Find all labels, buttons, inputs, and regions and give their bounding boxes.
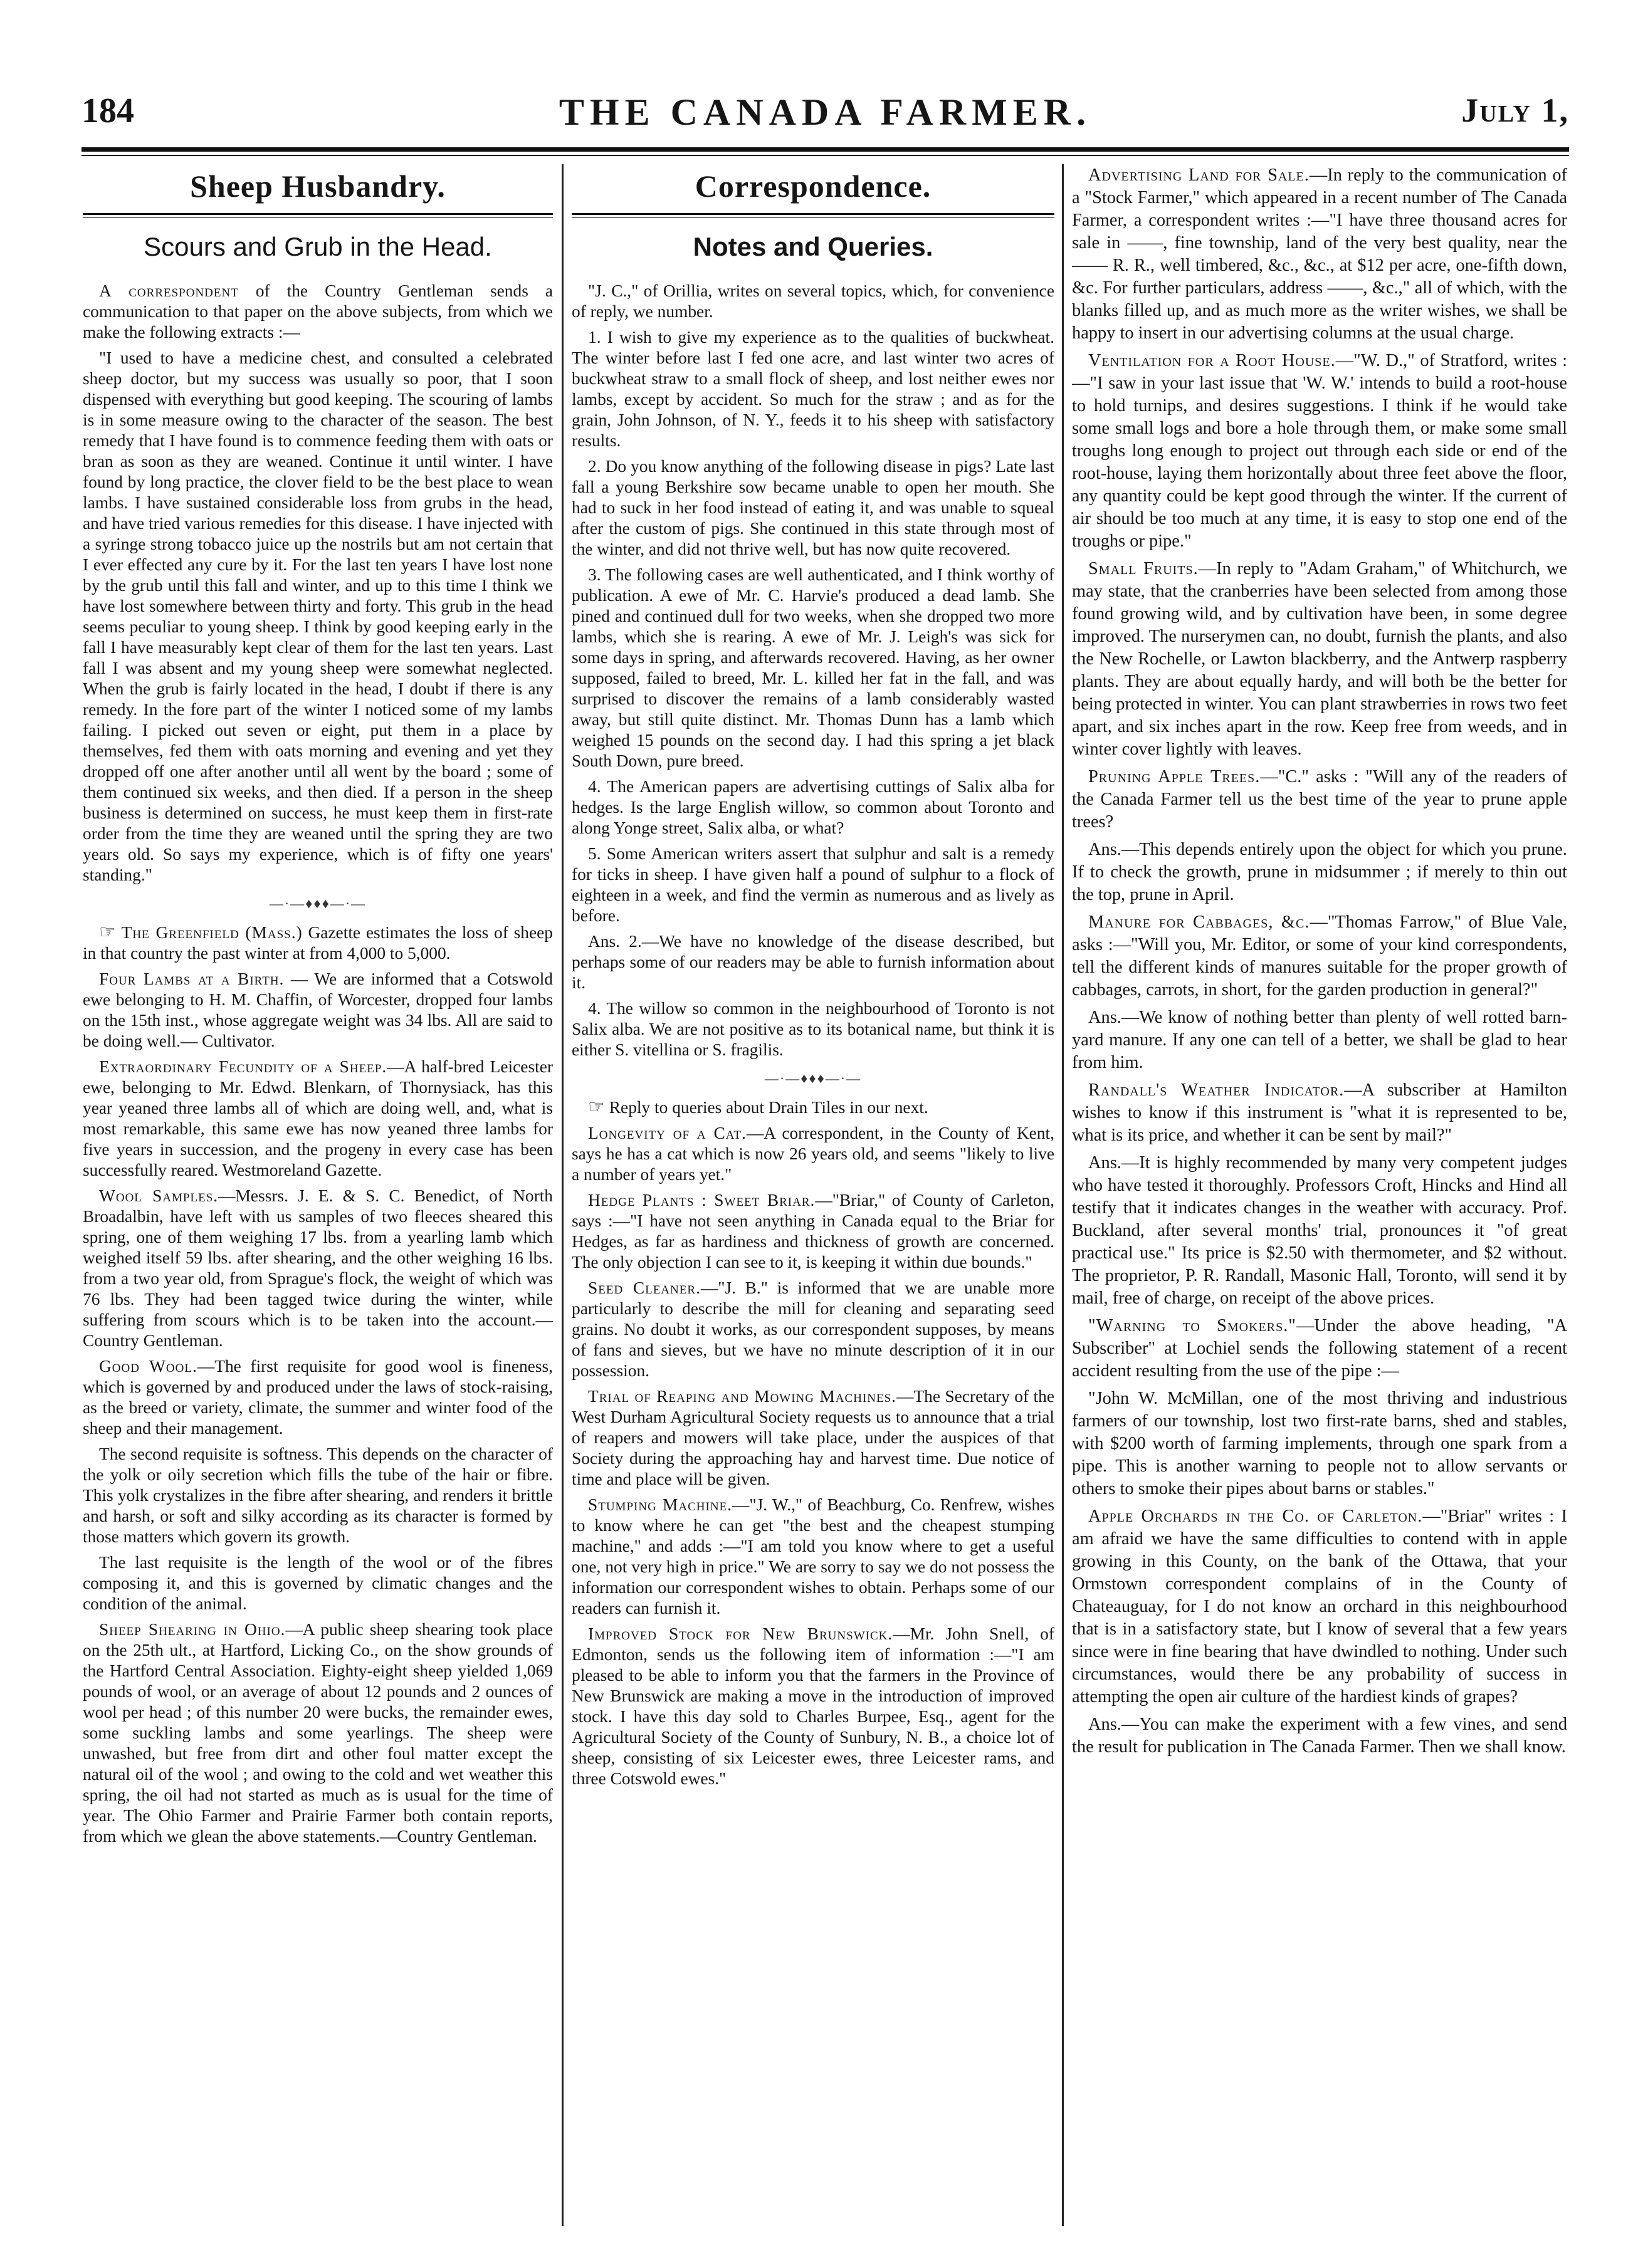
paragraph-text: —In reply to the communication of a "Stock Farmer," which appeared in a recent number of The Canada Farmer, a correspondent writes :—"I have three thousand acres for sale in ——, fine township, land of the very best quality, near the —— R. R., well timbered, &c., &c., at $12 per acre, one-fifth down, &c. For further particulars, address ——, &c.," all of which, with the blanks filled up, and as much more as the writer wishes, we shall be happy to insert in our advertising columns at the usual charge. (1072, 165, 1567, 343)
article-paragraph (1072, 558, 1567, 761)
lead-in: Four Lambs at a Birth. (99, 969, 285, 988)
lead-in: Randall's Weather Indicator. (1088, 1080, 1345, 1100)
lead-in: Ventilation for a Root House. (1088, 351, 1336, 370)
column-2 (572, 164, 1054, 2226)
lead-in: Seed Cleaner. (588, 1278, 701, 1297)
answer-item: Ans.—You can make the experiment with a few vines, and send the result for publication in The Canada Farmer. Then we shall know. (1072, 1715, 1567, 1757)
paragraph-text: —"C." asks : "Will any of the readers of the Canada Farmer tell us the best time of the year to prune apple trees? (1072, 767, 1567, 832)
answer-item: Ans. 2.—We have no knowledge of the disease described, but perhaps some of our readers may be able to furnish information about it. (572, 932, 1054, 992)
lead-in: Trial of Reaping and Mowing Machines. (588, 1387, 896, 1406)
paragraph-text: —The Secretary of the West Durham Agricultural Society requests us to announce that a trial of reapers and mowers will take place, under the auspices of that Society during the approaching hay and harvest time. Due notice of time and place will be given. (572, 1387, 1054, 1488)
lead-in: Sheep Shearing in Ohio. (99, 1620, 286, 1639)
query-item: 4. The American papers are advertising cuttings of Salix alba for hedges. Is the large English willow, so common about Toronto and along Yonge street, Salix alba, or what? (572, 777, 1054, 837)
paragraph-text: —Under the above heading, "A Subscriber" at Lochiel sends the following statement of a recent accident resulting from the use of the pipe :— (1072, 1316, 1567, 1381)
paragraph-text: —"W. D.," of Stratford, writes :—"I saw in your last issue that 'W. W.' intends to build a root-house to hold turnips, and desires suggestions. I think if he would take some small logs and bore a hole through them, or make some small troughs long enough to project out through each side or end of the root-house, laying them horizontally about three feet above the floor, any quantity could be kept good through the winter. If the current of air should be too much at any time, it is easy to stop one end of the troughs or pipe." (1072, 351, 1567, 551)
article-paragraph (1072, 1505, 1567, 1708)
issue-date: July 1, (1461, 91, 1569, 129)
article-paragraph (1072, 1315, 1567, 1382)
lead-in: Advertising Land for Sale. (1088, 165, 1310, 185)
article-paragraph (1072, 766, 1567, 834)
article-paragraph (83, 969, 553, 1052)
article-paragraph (83, 1356, 553, 1439)
pointing-hand-icon: ☞ (588, 1097, 605, 1117)
department-heading: Correspondence. (695, 169, 932, 204)
article-paragraph (83, 922, 553, 964)
lead-in: A correspondent (99, 281, 239, 300)
lead-in: Apple Orchards in the Co. of Carleton. (1088, 1507, 1423, 1526)
newspaper-title: THE CANADA FARMER. (559, 91, 1092, 133)
masthead-rule (81, 147, 1569, 152)
query-item: 5. Some American writers assert that sulphur and salt is a remedy for ticks in sheep. I have given half a pound of sulphur to a flock of eighteen in a week, and find the vermin as numerous and as lively as before. (572, 844, 1054, 925)
paragraph-text: —In reply to "Adam Graham," of Whitchurch, we may state, that the cranberries have been selected from among those found growing wild, and by cultivation have been, in some degree improved. The nurserymen can, no doubt, furnish the plants, and also the New Rochelle, or Lawton blackberry, and the Antwerp raspberry plants. They are about equally hardy, and will both be the better for being protected in winter. You can plant strawberries in rows two feet apart, and six inches apart in the row. Keep free from weeds, and in winter cover lightly with leaves. (1072, 559, 1567, 759)
answer-item: Ans.—It is highly recommended by many very competent judges who have tested it thoroughly. Professors Croft, Hincks and Hind all testify that it indicates changes in the weather with accuracy. Prof. Buckland, after several months' trial, pronounces it "of great practical use." Its price is $2.50 with thermometer, and $2 without. The proprietor, P. R. Randall, Masonic Hall, Toronto, will send it by mail, free of charge, on receipt of the above prices. (1072, 1153, 1567, 1308)
paragraph-text: —The first requisite for good wool is fineness, which is governed by and produced under the laws of stock-raising, as the breed or variety, climate, the summer and winter food of the sheep and their management. (83, 1357, 553, 1438)
paragraph-text: —"J. B." is informed that we are unable more particularly to describe the mill for cleaning and separating seed grains. No doubt it works, as our correspondent supposes, by means of fans and sieves, but we have no minute description of it in our possession. (572, 1278, 1054, 1380)
article-paragraph (1072, 911, 1567, 1001)
lead-in: "Warning to Smokers." (1088, 1316, 1296, 1335)
article-paragraph (83, 281, 553, 343)
paragraph-text: Reply to queries about Drain Tiles in our next. (609, 1098, 928, 1117)
lead-in: Stumping Machine. (588, 1495, 733, 1514)
quoted-letter: "I used to have a medicine chest, and consulted a celebrated sheep doctor, but my success was usually so poor, that I soon dispensed with everything but good keeping. The scouring of lambs is in some measure owing to the character of the season. The best remedy that I have found is to commence feeding them with oats or bran as soon as they are weaned. Continue it until winter. I have found by long practice, the clover field to be the best place to wean lambs. I have sustained considerable loss from grubs in the head, and have tried various remedies for this disease. I have injected with a syringe strong tobacco juice up the nostrils but am not certain that I ever effected any cure by it. For the last ten years I have lost none by the grub until this fall and winter, and up to this time I think we have lost somewhere between thirty and forty. This grub in the head seems peculiar to young sheep. I think by good keeping early in the fall I have measurably kept clear of them for the last ten years. Last fall I was absent and my young sheep were somewhat neglected. When the grub is fairly located in the head, I doubt if there is any remedy. In the fore part of the winter I noticed some of my lambs failing. I picked out seven or eight, put them in a place by themselves, fed them with oats morning and evening and yet they dropped off one after another until all went by the board ; some of them continued six weeks, and then died. If a person in the sheep business is determined on success, he must keep them in first-rate order from the time they are weaned until the spring they are two years old. So says my experience, which is of fifty one years' standing." (83, 348, 553, 884)
article-paragraph: The second requisite is softness. This depends on the character of the yolk or oily secretion which fills the tube of the hair or fibre. This yolk crystalizes in the fibre after shearing, and renders it brittle and harsh, or soft and silky according as its character is formed by those matters which govern its growth. (83, 1445, 553, 1546)
article-title: Notes and Queries. (693, 232, 933, 261)
heading-rule (83, 213, 553, 218)
column-rule (562, 164, 564, 2226)
paragraph-text: —A half-bred Leicester ewe, belonging to Mr. Edwd. Blenkarn, of Thornysiack, has this year yeaned three lambs all of which are doing well, and, what is most remarkable, this same ewe has now yeaned three lambs for five years in succession, and the progeny in every case has been successfully reared. Westmoreland Gazette. (83, 1057, 553, 1179)
article-paragraph (572, 1624, 1054, 1789)
answer-item: Ans.—This depends entirely upon the object for which you prune. If to check the growth, prune in midsummer ; if merely to thin out the top, prune in April. (1072, 840, 1567, 904)
paragraph-text: Gazette estimates the loss of sheep in that country the past winter at from 4,000 to 5,000. (83, 923, 553, 963)
lead-in: Small Fruits. (1088, 559, 1199, 578)
lead-in: Wool Samples. (99, 1186, 219, 1205)
pointing-hand-icon: ☞ (99, 922, 116, 943)
article-title: Scours and Grub in the Head. (144, 232, 492, 261)
lead-in: Hedge Plants : Sweet Briar. (588, 1191, 816, 1210)
paragraph-text: — We are informed that a Cotswold ewe belonging to H. M. Chaffin, of Worcester, dropped four lambs on the 15th inst., whose aggregate weight was 34 lbs. All are said to be doing well.— Cultivator. (83, 969, 553, 1050)
section-divider: —·—♦♦♦—·— (269, 896, 367, 911)
paragraph-text: —A correspondent, in the County of Kent, says he has a cat which is now 26 years old, and seems "likely to live a number of years yet." (572, 1124, 1054, 1184)
query-item: 2. Do you know anything of the following disease in pigs? Late last fall a young Berkshire sow became unable to open her mouth. She had to suck in her food instead of eating it, and was unable to squeal after the custom of pigs. She continued in this state through most of the winter, and did not thrive well, but has now quite recovered. (572, 457, 1054, 558)
paragraph-text: —"Thomas Farrow," of Blue Vale, asks :—"Will you, Mr. Editor, or some of your kind correspondents, tell the different kinds of manures suitable for the proper growth of cabbages, carrots, in short, for the garden production in general?" (1072, 912, 1567, 1000)
heading-rule (572, 213, 1054, 218)
section-divider: —·—♦♦♦—·— (764, 1070, 862, 1086)
article-paragraph (1072, 1079, 1567, 1147)
lead-in: Longevity of a Cat. (588, 1124, 747, 1142)
article-paragraph (572, 1278, 1054, 1381)
column-rule (1062, 164, 1064, 2226)
paragraph-text: —A subscriber at Hamilton wishes to know if this instrument is "what it is represented to be, what is its price, and whether it can be sent by mail?" (1072, 1080, 1567, 1145)
article-paragraph (83, 1186, 553, 1351)
article-paragraph: The last requisite is the length of the wool or of the fibres composing it, and this is governed by climatic changes and the condition of the animal. (83, 1553, 553, 1613)
paragraph-text: —"Briar" writes : I am afraid we have the same difficulties to contend with in apple growing in this County, on the bank of the Ottawa, that your Ormstown correspondent complains of in the County of Chateauguay, for I do not know an orchard in this neighbourhood that is in a satisfactory state, but I know of several that a few years since were in fine bearing that have dwindled to nothing. Under such circumstances, would there be any probability of success in attempting the open air culture of the hardiest kinds of grapes? (1072, 1507, 1567, 1706)
paragraph-text: —"Briar," of County of Carleton, says :—"I have not seen anything in Canada equal to the Briar for Hedges, as far as hardiness and thickness of growth are concerned. The only objection I can see to it, is keeping it within due bounds." (572, 1191, 1054, 1272)
article-paragraph (572, 1097, 1054, 1118)
lead-in: Extraordinary Fecundity of a Sheep. (99, 1057, 387, 1076)
lead-in: Improved Stock for New Brunswick. (588, 1624, 893, 1643)
lead-in: Manure for Cabbages, &c. (1088, 912, 1310, 932)
masthead-rule-thin (81, 155, 1569, 156)
lead-in: Pruning Apple Trees. (1088, 767, 1261, 786)
answer-item: 4. The willow so common in the neighbourhood of Toronto is not Salix alba. We are not positive as to its botanical name, but think it is either S. vitellina or S. fragilis. (572, 999, 1054, 1059)
answer-item: Ans.—We know of nothing better than plenty of well rotted barn-yard manure. If any one can tell of a better, we shall be glad to hear from him. (1072, 1008, 1567, 1072)
lead-in: Good Wool. (99, 1357, 197, 1376)
paragraph-text: —"J. W.," of Beachburg, Co. Renfrew, wishes to know where he can get "the best and the cheapest stumping machine," and adds :—"I am told you know where to get a useful one, not very high in price." We are sorry to say we do not possess the information our correspondent wishes to obtain. Perhaps some of our readers can furnish it. (572, 1495, 1054, 1617)
article-paragraph (83, 1619, 553, 1847)
query-item: 3. The following cases are well authenticated, and I think worthy of publication. A ewe of Mr. C. Harvie's produced a dead lamb. She pined and continued dull for two weeks, when she dropped two more lambs, which she is rearing. A ewe of Mr. J. Leigh's was sick for some days in spring, and afterwards recovered. Having, as her owner supposed, failed to breed, Mr. L. killed her fat in the fall, and was surprised to discover the remains of a lamb considerably wasted away, but still quite distinct. Mr. Thomas Dunn has a lamb which weighed 15 pounds on the second day. I had this spring a jet black South Down, pure breed. (572, 565, 1054, 770)
page-number: 184 (81, 91, 134, 130)
article-paragraph (572, 1123, 1054, 1185)
article-paragraph (1072, 350, 1567, 553)
department-heading: Sheep Husbandry. (190, 169, 446, 204)
query-item: 1. I wish to give my experience as to the qualities of buckwheat. The winter before last I fed one acre, and last winter two acres of buckwheat straw to a small flock of sheep, and lost neither ewes nor lambs, except by accident. So much for the straw ; and as for the grain, John Johnson, of N. Y., feeds it to his sheep with satisfactory results. (572, 328, 1054, 450)
article-paragraph (83, 1057, 553, 1181)
article-paragraph (572, 1190, 1054, 1273)
article-paragraph (572, 1495, 1054, 1619)
article-paragraph: "J. C.," of Orillia, writes on several topics, which, for convenience of reply, we number. (572, 281, 1054, 321)
paragraph-text: of the Country Gentleman sends a communication to that paper on the above subjects, from which we make the following extracts :— (83, 281, 553, 342)
quoted-letter: "John W. McMillan, one of the most thriving and industrious farmers of our township, lost two first-rate barns, shed and stables, with $200 worth of farming implements, through one spark from a pipe. This is another warning to people not to allow servants or others to smoke their pipes about barns or stables." (1072, 1389, 1567, 1498)
lead-in: The Greenfield (Mass.) (121, 923, 303, 942)
article-paragraph (572, 1386, 1054, 1490)
column-1 (83, 164, 553, 2226)
column-3 (1072, 164, 1567, 2226)
paragraph-text: —Messrs. J. E. & S. C. Benedict, of North Broadalbin, have left with us samples of two fleeces sheared this spring, one of them weighing 17 lbs. from a yearling lamb which weighed itself 59 lbs. after shearing, and the other weighing 16 lbs. from a two year old, from Sprague's flock, the weight of which was 76 lbs. They had been tagged twice during the winter, while suffering from scours which is to be taken into the account.—Country Gentleman. (83, 1186, 553, 1350)
paragraph-text: —A public sheep shearing took place on the 25th ult., at Hartford, Licking Co., on the show grounds of the Hartford Central Association. Eighty-eight sheep yielded 1,069 pounds of wool, or an average of about 12 pounds and 2 ounces of wool per head ; of this number 20 were bucks, the remainder ewes, some suckling lambs and some yearlings. The sheep were unwashed, but free from dirt and other foul matter except the natural oil of the wool ; and owing to the cold and wet weather this spring, the oil had not started as much as is usual for the time of year. The Ohio Farmer and Prairie Farmer both contain reports, from which we glean the above statements.—Country Gentleman. (83, 1620, 553, 1846)
paragraph-text: —Mr. John Snell, of Edmonton, sends us the following item of information :—"I am pleased to be able to inform you that the farmers in the Province of New Brunswick are making a move in the introduction of improved stock. I have this day sold to Charles Burpee, Esq., agent for the Agricultural Society of the County of Sunbury, N. B., a choice lot of sheep, consisting of six Leicester ewes, three Leicester rams, and three Cotswold ewes." (572, 1624, 1054, 1788)
article-paragraph (1072, 164, 1567, 345)
